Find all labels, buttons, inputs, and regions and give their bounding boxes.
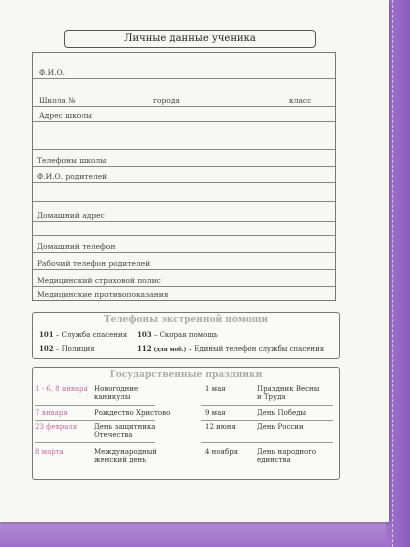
divider: [201, 442, 333, 443]
holiday-name: Праздник Весны и Труда: [257, 385, 320, 401]
holidays-title: Государственные праздники: [109, 370, 263, 380]
field-parents-work-phone[interactable]: [33, 252, 335, 270]
field-label: города: [153, 96, 180, 105]
holiday-name: День России: [257, 423, 304, 431]
field-contraindications[interactable]: [33, 286, 335, 300]
holiday-date: 4 ноября: [205, 448, 239, 456]
field-label: Медицинский страховой полис: [37, 276, 161, 285]
field-parents-fio-2[interactable]: [33, 182, 335, 202]
holiday-date: 23 февраля: [35, 423, 78, 431]
emergency-item: 102 – Полиция: [39, 344, 95, 353]
divider: [35, 420, 155, 421]
field-school-address-2[interactable]: [33, 121, 335, 150]
holiday-name: День защитника Отечества: [94, 423, 156, 439]
field-label: Медицинские противопоказания: [37, 290, 169, 299]
holiday-date: 7 января: [35, 409, 68, 417]
field-insurance[interactable]: [33, 269, 335, 287]
holiday-name: День народного единства: [257, 448, 317, 464]
page-title: Личные данные ученика: [64, 30, 316, 48]
holiday-date: 1 - 6, 8 января: [35, 385, 88, 393]
emergency-item: 112 (для моб.) – Единый телефон службы спасения: [137, 344, 325, 353]
holiday-name: Международный женский день: [94, 448, 157, 464]
field-home-address-2[interactable]: [33, 221, 335, 236]
field-home-address[interactable]: [33, 201, 335, 222]
emergency-item: 101 – Служба спасения: [39, 330, 128, 339]
personal-data-form: [32, 52, 336, 301]
holiday-date: 1 мая: [205, 385, 226, 393]
divider: [201, 405, 333, 406]
field-fio[interactable]: [33, 53, 335, 79]
divider: [35, 405, 155, 406]
field-label: Рабочий телефон родителей: [37, 259, 151, 268]
emergency-phones-box: [32, 312, 340, 359]
field-school-address[interactable]: [33, 106, 335, 122]
field-label: Школа №: [39, 96, 76, 105]
field-home-phone[interactable]: [33, 235, 335, 253]
emergency-item: 103 – Скорая помощь: [137, 330, 218, 339]
field-label: Домашний адрес: [37, 211, 105, 220]
divider: [201, 420, 333, 421]
field-label: класс: [289, 96, 312, 105]
field-label: Ф.И.О. родителей: [37, 172, 108, 181]
emergency-title: Телефоны экстренной помощи: [103, 315, 269, 325]
field-school[interactable]: [33, 78, 335, 107]
field-label: Адрес школы: [39, 111, 93, 120]
holiday-date: 9 мая: [205, 409, 226, 417]
field-label: Телефоны школы: [37, 156, 107, 165]
field-parents-fio[interactable]: [33, 166, 335, 183]
holidays-box: [32, 367, 340, 480]
holiday-date: 12 июня: [205, 423, 236, 431]
field-label: Ф.И.О.: [39, 68, 66, 77]
holiday-date: 8 марта: [35, 448, 64, 456]
holiday-name: Новогодние каникулы: [94, 385, 139, 401]
elastic-strap: [386, 0, 410, 547]
holiday-name: Рождество Христово: [94, 409, 171, 417]
field-label: Домашний телефон: [37, 242, 116, 251]
field-school-phones[interactable]: [33, 149, 335, 167]
holiday-name: День Победы: [257, 409, 307, 417]
divider: [35, 442, 155, 443]
